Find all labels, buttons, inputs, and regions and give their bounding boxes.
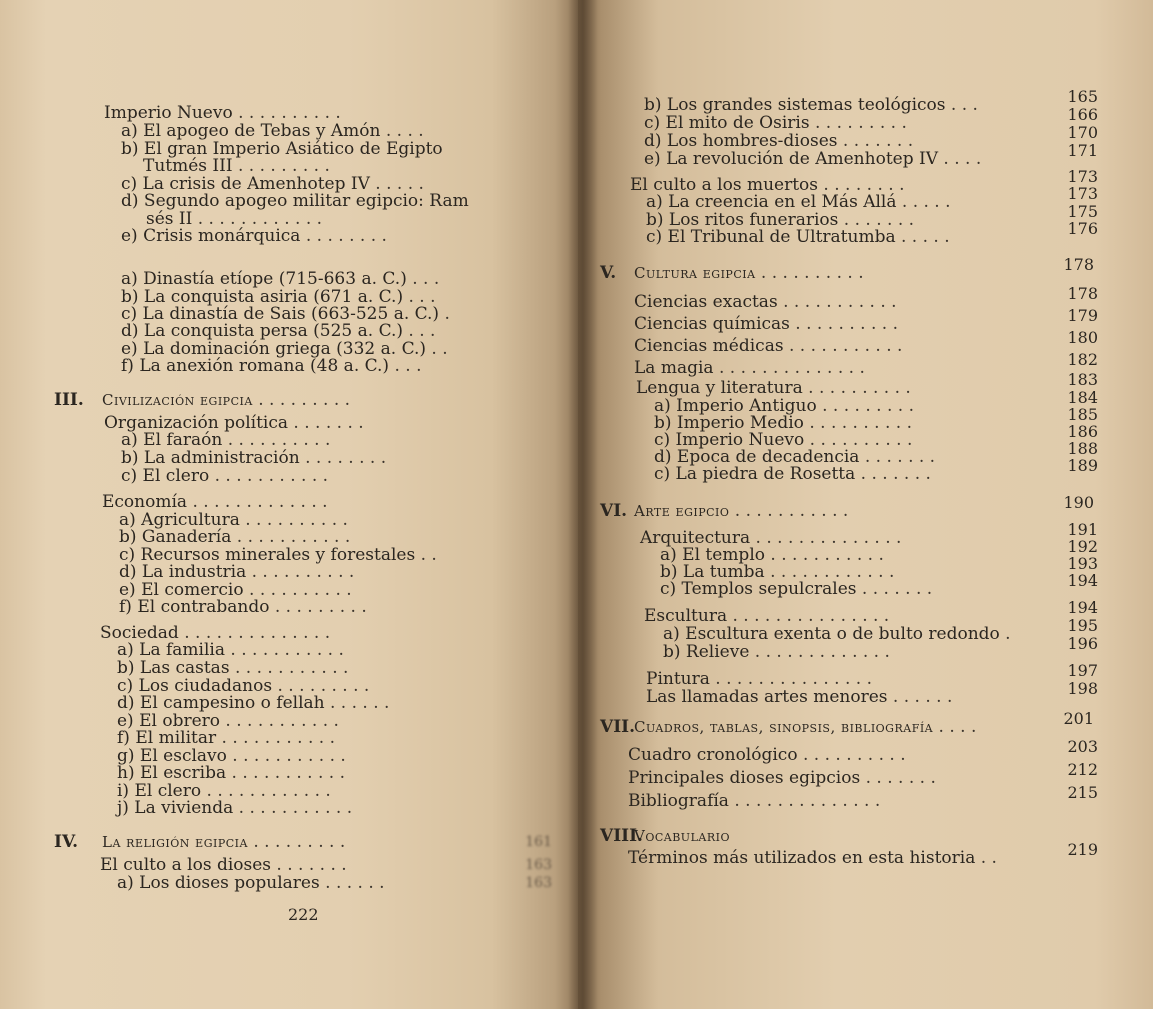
- leader-dots: . . . . . . . . . .: [797, 745, 906, 765]
- toc-entry-title: Tutmés III: [143, 156, 233, 176]
- toc-entry: [117, 694, 389, 712]
- leader-dots: . . . . . .: [887, 687, 953, 707]
- leader-dots: . . . . . . . . . . . . . .: [750, 528, 902, 548]
- leader-dots: . . . . . . . . . . .: [233, 798, 353, 818]
- section-title: Civilización egipcia: [102, 391, 253, 409]
- toc-entry-title: d) El campesino o fellah: [117, 693, 325, 713]
- toc-entry: [117, 729, 335, 747]
- toc-entry: [104, 104, 341, 122]
- leader-dots: . . . . . . . . . . . . . . .: [709, 669, 872, 689]
- section-number: VII.: [600, 717, 636, 737]
- toc-entry-title: e) La revolución de Amenhotep IV: [644, 149, 938, 169]
- leader-dots: . . . . . . . . . . .: [209, 466, 329, 486]
- toc-entry-title: Cuadro cronológico: [628, 745, 798, 765]
- toc-page-number: 186: [1067, 422, 1098, 441]
- leader-dots: . . . . .: [896, 192, 951, 212]
- toc-entry: [628, 792, 880, 810]
- leader-dots: . . . . . . . .: [300, 226, 387, 246]
- book-spine-shadow: [568, 0, 598, 1009]
- leader-dots: . . . . . .: [319, 873, 385, 893]
- toc-entry-title: a) La creencia en el Más Allá: [646, 192, 897, 212]
- leader-dots: . . . . . . . .: [818, 175, 905, 195]
- section-heading: [634, 264, 864, 282]
- toc-entry-title: Ciencias químicas: [634, 314, 790, 334]
- section-title: Cuadros, tablas, sinopsis, bibliografía: [634, 718, 934, 736]
- toc-entry-title: f) El contrabando: [119, 597, 270, 617]
- toc-entry: [121, 449, 386, 467]
- toc-page-number: 194: [1067, 571, 1098, 590]
- leader-dots: . . . . . . . . . . .: [216, 728, 335, 748]
- toc-page-number: 195: [1067, 616, 1098, 635]
- leader-dots: . . . . . . . . . . .: [229, 658, 349, 678]
- toc-page-number: 192: [1067, 537, 1098, 556]
- toc-page-number: 198: [1067, 679, 1098, 698]
- leader-dots: . . . . . . . . . . . . . .: [728, 791, 881, 811]
- toc-entry: [117, 659, 348, 677]
- toc-entry-title: b) Los ritos funerarios: [646, 210, 839, 230]
- toc-entry: [660, 580, 932, 598]
- leader-dots: . . . . . . . . . .: [232, 103, 341, 123]
- toc-entry-title: b) La conquista asiria (671 a. C.): [121, 287, 404, 307]
- leader-dots: . . . . . . .: [271, 855, 347, 875]
- toc-page-number: 197: [1067, 661, 1098, 680]
- gutter-page-number: 163: [525, 857, 552, 873]
- toc-entry: [646, 688, 952, 706]
- toc-entry-title: e) El obrero: [117, 711, 221, 731]
- toc-entry-title: a) Dinastía etíope (715-663 a. C.): [121, 269, 407, 289]
- toc-entry: [663, 625, 1011, 643]
- leader-dots: .: [439, 304, 450, 324]
- toc-page-number: 175: [1067, 202, 1098, 221]
- leader-dots: . . . . .: [895, 227, 950, 247]
- leader-dots: . . . . . . . . . .: [246, 562, 355, 582]
- toc-page-number: 183: [1067, 370, 1098, 389]
- toc-entry-title: d) Los hombres-dioses: [644, 131, 838, 151]
- toc-entry-title: c) La crisis de Amenhotep IV: [121, 174, 370, 194]
- toc-entry-title: e) Crisis monárquica: [121, 226, 301, 246]
- toc-page-number: 203: [1067, 737, 1098, 756]
- toc-entry-title: Ciencias médicas: [634, 336, 784, 356]
- toc-page-number: 173: [1067, 167, 1098, 186]
- section-number: VI.: [600, 501, 628, 521]
- leader-dots: . . .: [403, 321, 436, 341]
- toc-entry-title: c) El Tribunal de Ultratumba: [646, 227, 896, 247]
- toc-entry: [121, 431, 330, 449]
- leader-dots: . . . . .: [369, 174, 424, 194]
- leader-dots: . . . . . . . . . .: [755, 263, 864, 283]
- toc-entry-title: f) La anexión romana (48 a. C.): [121, 356, 390, 376]
- leader-dots: . .: [426, 339, 448, 359]
- toc-entry-title: a) El templo: [660, 545, 765, 565]
- section-number: V.: [600, 263, 617, 283]
- toc-entry: [119, 563, 354, 581]
- section-page-number: 178: [1063, 255, 1094, 274]
- toc-entry: [644, 132, 913, 150]
- toc-entry: [644, 114, 907, 132]
- toc-entry: [628, 769, 936, 787]
- toc-entry-title: d) Segundo apogeo militar egipcio: Ram: [121, 191, 469, 211]
- section-title: Vocabulario: [634, 827, 730, 845]
- toc-entry-title: f) El militar: [117, 728, 217, 748]
- toc-entry-title: a) Los dioses populares: [117, 873, 320, 893]
- toc-page-number: 185: [1067, 405, 1098, 424]
- leader-dots: . . . . . . . . . . . . .: [749, 642, 890, 662]
- leader-dots: . . . . . . . . .: [247, 832, 346, 852]
- toc-entry: [102, 493, 328, 511]
- toc-entry-title: El culto a los dioses: [100, 855, 272, 875]
- toc-entry: [121, 122, 424, 140]
- toc-entry: [646, 193, 951, 211]
- toc-entry: [636, 379, 911, 397]
- leader-dots: . . . . . . . . . .: [789, 314, 898, 334]
- toc-page-number: 178: [1067, 284, 1098, 303]
- toc-page-number: 165: [1067, 87, 1098, 106]
- section-heading: [102, 391, 350, 409]
- toc-entry-title: Arquitectura: [640, 528, 751, 548]
- toc-page-number: 180: [1067, 328, 1098, 347]
- gutter-page-number: 163: [525, 875, 552, 891]
- leader-dots: . . . . . . . . .: [809, 113, 907, 133]
- leader-dots: . . . . . . .: [859, 447, 936, 467]
- toc-entry-title: Sociedad: [100, 623, 179, 643]
- leader-dots: . . . . . . .: [856, 579, 933, 599]
- toc-entry: [663, 643, 890, 661]
- leader-dots: . . . . . . . . . . . .: [192, 209, 323, 229]
- toc-entry: [100, 856, 347, 874]
- toc-entry-title: c) Recursos minerales y forestales: [119, 545, 416, 565]
- toc-entry: [121, 192, 469, 210]
- toc-page-number: 194: [1067, 598, 1098, 617]
- leader-dots: . .: [975, 848, 997, 868]
- toc-entry-title: c) La dinastía de Sais (663-525 a. C.): [121, 304, 440, 324]
- toc-entry-title: c) Los ciudadanos: [117, 676, 273, 696]
- leader-dots: . . . . . . . . . . .: [226, 746, 346, 766]
- toc-entry-title: El culto a los muertos: [630, 175, 819, 195]
- leader-dots: . . . . . . . . . . . .: [201, 781, 331, 801]
- leader-dots: . . . . . . . . .: [272, 676, 370, 696]
- leader-dots: . . . . . . . .: [299, 448, 387, 468]
- toc-entry-title: g) El esclavo: [117, 746, 227, 766]
- leader-dots: . . . . . . .: [838, 210, 915, 230]
- leader-dots: . . . . . . . . . .: [803, 413, 912, 433]
- toc-page-number: 196: [1067, 634, 1098, 653]
- toc-entry-title: b) Imperio Medio: [654, 413, 804, 433]
- leader-dots: . . . . . . . . . . .: [765, 545, 884, 565]
- toc-page-number: 184: [1067, 388, 1098, 407]
- toc-page-number: 182: [1067, 350, 1098, 369]
- toc-entry-title: a) El apogeo de Tebas y Amón: [121, 121, 381, 141]
- leader-dots: . . . .: [380, 121, 424, 141]
- toc-entry: [634, 293, 897, 311]
- toc-entry-title: Principales dioses egipcios: [628, 768, 861, 788]
- toc-entry-title: d) La conquista persa (525 a. C.): [121, 321, 404, 341]
- toc-entry-title: Economía: [102, 492, 188, 512]
- section-page-number: 201: [1063, 709, 1094, 728]
- toc-entry-title: a) Imperio Antiguo: [654, 396, 817, 416]
- toc-page-number: 171: [1067, 141, 1098, 160]
- leader-dots: . . . . . . . . .: [269, 597, 367, 617]
- leader-dots: . . .: [945, 95, 978, 115]
- toc-page-number: 166: [1067, 105, 1098, 124]
- toc-entry-title: a) Escultura exenta o de bulto redondo: [663, 624, 1000, 644]
- section-heading: [634, 718, 976, 736]
- section-number: III.: [54, 390, 84, 410]
- toc-entry: [646, 228, 950, 246]
- toc-page-number: 170: [1067, 123, 1098, 142]
- leader-dots: . . .: [403, 287, 436, 307]
- toc-entry-title: Imperio Nuevo: [104, 103, 233, 123]
- toc-entry: [117, 764, 345, 782]
- leader-dots: . . . . . . . . .: [232, 156, 330, 176]
- toc-entry: [634, 359, 865, 377]
- toc-entry: [628, 746, 906, 764]
- toc-page-number: 179: [1067, 306, 1098, 325]
- toc-entry-title: b) Los grandes sistemas teológicos: [644, 95, 946, 115]
- toc-page-number: 219: [1067, 840, 1098, 859]
- leader-dots: . . . . . . . . . . . . . . .: [727, 606, 890, 626]
- toc-entry-title: h) El escriba: [117, 763, 227, 783]
- section-title: Arte egipcio: [634, 502, 730, 520]
- toc-entry-title: c) Templos sepulcrales: [660, 579, 857, 599]
- leader-dots: . . . . . . . . . .: [243, 580, 352, 600]
- leader-dots: . . . . . . . . . . .: [225, 640, 344, 660]
- toc-entry-title: b) Relieve: [663, 642, 750, 662]
- section-number: VIII.: [600, 826, 643, 846]
- leader-dots: . . . . . . .: [837, 131, 914, 151]
- toc-entry-title: d) La industria: [119, 562, 247, 582]
- leader-dots: . . . . . . . . . . . .: [764, 562, 895, 582]
- section-heading: [102, 833, 345, 851]
- leader-dots: . . . . . . . . . .: [804, 430, 913, 450]
- toc-entry: [121, 357, 422, 375]
- section-title: Cultura egipcia: [634, 264, 756, 282]
- gutter-page-number: 161: [525, 834, 552, 850]
- toc-entry: [634, 315, 898, 333]
- leader-dots: . . . . . . . . . . . . . .: [178, 623, 331, 643]
- toc-entry-title: b) El gran Imperio Asiático de Egipto: [121, 139, 443, 159]
- toc-entry-title: d) Epoca de decadencia: [654, 447, 860, 467]
- toc-entry-title: Pintura: [646, 669, 710, 689]
- leader-dots: . . . .: [938, 149, 982, 169]
- toc-entry-title: a) El faraón: [121, 430, 223, 450]
- toc-page-number: 173: [1067, 184, 1098, 203]
- toc-entry: [634, 337, 902, 355]
- toc-entry-title: a) Agricultura: [119, 510, 240, 530]
- section-number: IV.: [54, 832, 79, 852]
- toc-entry-title: e) La dominación griega (332 a. C.): [121, 339, 427, 359]
- toc-entry-title: Ciencias exactas: [634, 292, 778, 312]
- toc-entry-title: sés II: [146, 209, 193, 229]
- toc-entry-title: c) Imperio Nuevo: [654, 430, 805, 450]
- leader-dots: . .: [415, 545, 437, 565]
- leader-dots: . . . . . . . . . . .: [777, 292, 897, 312]
- toc-entry: [628, 849, 997, 867]
- leader-dots: . . . . . . . . . .: [802, 378, 911, 398]
- leader-dots: . . . . . . . . . .: [222, 430, 331, 450]
- toc-entry-title: j) La vivienda: [117, 798, 234, 818]
- toc-entry: [117, 799, 352, 817]
- toc-entry-title: b) Ganadería: [119, 527, 232, 547]
- toc-entry-title: c) El mito de Osiris: [644, 113, 810, 133]
- toc-entry: [654, 465, 931, 483]
- leader-dots: . . . . . . . . .: [816, 396, 914, 416]
- leader-dots: .: [999, 624, 1011, 644]
- toc-page-number: 212: [1067, 760, 1098, 779]
- leader-dots: . . . .: [933, 717, 977, 737]
- toc-entry-title: Escultura: [644, 606, 728, 626]
- toc-page-number: 188: [1067, 439, 1098, 458]
- leader-dots: . . . . . . . . . .: [239, 510, 348, 530]
- toc-entry: [117, 641, 344, 659]
- toc-entry: [644, 96, 978, 114]
- section-title: La religión egipcia: [102, 833, 248, 851]
- toc-page-number: 191: [1067, 520, 1098, 539]
- toc-entry-title: Lengua y literatura: [636, 378, 803, 398]
- toc-entry: [644, 150, 981, 168]
- toc-entry: [119, 528, 350, 546]
- toc-entry: [121, 467, 328, 485]
- toc-entry: [117, 874, 385, 892]
- toc-entry-title: Términos más utilizados en esta historia: [628, 848, 976, 868]
- toc-entry: [644, 607, 889, 625]
- toc-entry-title: b) La administración: [121, 448, 300, 468]
- toc-entry-title: i) El clero: [117, 781, 202, 801]
- toc-entry-title: c) La piedra de Rosetta: [654, 464, 856, 484]
- section-heading: [634, 502, 848, 520]
- leader-dots: . . . . . . . . . . .: [729, 501, 849, 521]
- leader-dots: . . .: [389, 356, 422, 376]
- section-page-number: 190: [1063, 493, 1094, 512]
- toc-entry-title: e) El comercio: [119, 580, 244, 600]
- leader-dots: . . . . . . . . .: [252, 390, 351, 410]
- toc-entry-title: b) La tumba: [660, 562, 765, 582]
- toc-entry: [121, 227, 387, 245]
- leader-dots: . . . . . .: [324, 693, 390, 713]
- toc-page-number: 176: [1067, 219, 1098, 238]
- toc-page-number: 189: [1067, 456, 1098, 475]
- leader-dots: . . . . . . . . . . .: [231, 527, 351, 547]
- leader-dots: . . . . . . .: [855, 464, 931, 484]
- leader-dots: . . . . . . .: [288, 413, 364, 433]
- toc-entry-title: Bibliografía: [628, 791, 729, 811]
- toc-entry-title: c) El clero: [121, 466, 210, 486]
- toc-entry: [143, 157, 330, 175]
- leader-dots: . . .: [406, 269, 440, 289]
- leader-dots: . . . . . . . . . . . . . .: [713, 358, 865, 378]
- toc-page-number: 215: [1067, 783, 1098, 802]
- toc-entry-title: Organización política: [104, 413, 289, 433]
- toc-entry-title: b) Las castas: [117, 658, 230, 678]
- toc-page-number: 193: [1067, 554, 1098, 573]
- page-number: 222: [288, 905, 319, 924]
- leader-dots: . . . . . . . . . . . . .: [187, 492, 328, 512]
- leader-dots: . . . . . . . . . . .: [226, 763, 346, 783]
- toc-entry: [121, 322, 435, 340]
- leader-dots: . . . . . . .: [860, 768, 936, 788]
- toc-entry-title: La magia: [634, 358, 714, 378]
- leader-dots: . . . . . . . . . . .: [220, 711, 339, 731]
- toc-entry-title: Las llamadas artes menores: [646, 687, 888, 707]
- toc-entry-title: a) La familia: [117, 640, 225, 660]
- toc-entry: [121, 270, 439, 288]
- toc-entry: [119, 598, 367, 616]
- leader-dots: . . . . . . . . . . .: [783, 336, 903, 356]
- section-heading: [634, 827, 730, 845]
- toc-entry: [646, 670, 872, 688]
